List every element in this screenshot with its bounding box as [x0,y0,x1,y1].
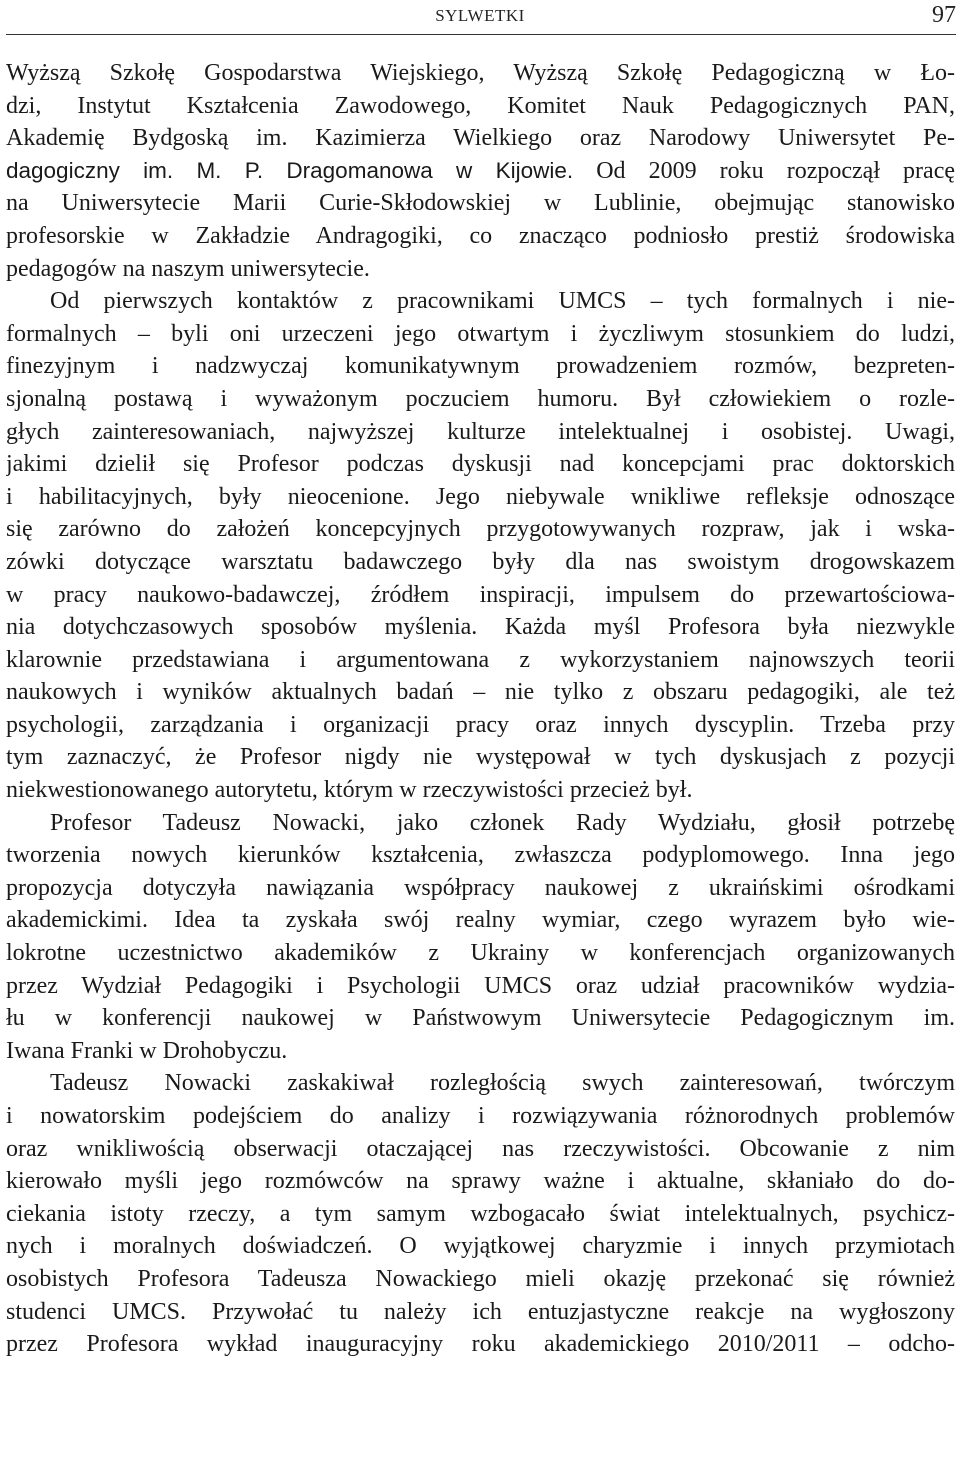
text-line: Akademię Bydgoską im. Kazimierza Wielkiego oraz Narodowy Uniwersytet Pe- [6,125,955,152]
text-line: w pracy naukowo-badawczej, źródłem inspiracji, impulsem do przewartościowa- [6,581,955,608]
text-line: Od pierwszych kontaktów z pracownikami UMCS – tych formalnych i nie- [50,288,955,315]
text-line: osobistych Profesora Tadeusza Nowackiego mieli okazję przekonać się również [6,1265,955,1292]
text-line: profesorskie w Zakładzie Andragogiki, co znacząco podniosło prestiż środowiska [6,222,955,249]
page-header [0,0,960,34]
text-line: psychologii, zarządzania i organizacji pracy oraz innych dyscyplin. Trzeba przy [6,711,955,738]
text-line: tworzenia nowych kierunków kształcenia, zwłaszcza podyplomowego. Inna jego [6,842,955,869]
text-line: propozycja dotyczyła nawiązania współpracy naukowej z ukraińskimi ośrodkami [6,874,955,901]
text-line: zówki dotyczące warsztatu badawczego były dla nas swoistym drogowskazem [6,548,955,575]
text-line: oraz wnikliwością obserwacji otaczającej nas rzeczywistości. Obcowanie z nim [6,1135,955,1162]
body-text [6,57,955,1361]
text-line: nych i moralnych doświadczeń. O wyjątkowej charyzmie i innych przymiotach [6,1233,955,1260]
text-line: głych zainteresowaniach, najwyższej kulturze intelektualnej i osobistej. Uwagi, [6,418,955,445]
text-line: łu w konferencji naukowej w Państwowym Uniwersytecie Pedagogicznym im. [6,1005,955,1032]
text-span-serif: Od 2009 roku rozpoczął pracę [573,157,955,184]
text-line: kierowało myśli jego rozmówców na sprawy ważne i aktualne, skłaniało do do- [6,1168,955,1195]
text-line: Profesor Tadeusz Nowacki, jako członek Rady Wydziału, głosił potrzebę [50,809,955,836]
text-line: przez Profesora wykład inauguracyjny roku akademickiego 2010/2011 – odcho- [6,1331,955,1358]
text-line: Tadeusz Nowacki zaskakiwał rozległością swych zainteresowań, twórczym [50,1070,955,1097]
text-line: i habilitacyjnych, były nieocenione. Jego niebywale wnikliwe refleksje odnoszące [6,483,955,510]
text-line: się zarówno do założeń koncepcyjnych przygotowywanych rozpraw, jak i wska- [6,516,955,543]
text-line: studenci UMCS. Przywołać tu należy ich entuzjastyczne reakcje na wygłoszony [6,1298,955,1325]
text-line: naukowych i wyników aktualnych badań – nie tylko z obszaru pedagogiki, ale też [6,679,955,706]
text-line: przez Wydział Pedagogiki i Psychologii UMCS oraz udział pracowników wydzia- [6,972,955,999]
text-line: Iwana Franki w Drohobyczu. [6,1037,288,1064]
text-line: finezyjnym i nadzwyczaj komunikatywnym prowadzeniem rozmów, bezpreten- [6,353,955,380]
text-line: klarownie przedstawiana i argumentowana z wykorzystaniem najnowszych teorii [6,646,955,673]
text-line: pedagogów na naszym uniwersytecie. [6,255,370,282]
text-line: na Uniwersytecie Marii Curie-Skłodowskiej w Lublinie, obejmując stanowisko [6,190,955,217]
text-line: sjonalną postawą i wyważonym poczuciem humoru. Był człowiekiem o rozle- [6,385,955,412]
text-line: Wyższą Szkołę Gospodarstwa Wiejskiego, Wyższą Szkołę Pedagogiczną w Ło- [6,60,955,86]
page-number: 97 [932,2,956,28]
text-line: dzi, Instytut Kształcenia Zawodowego, Komitet Nauk Pedagogicznych PAN, [6,92,955,119]
text-span-sans: dagogiczny im. M. P. Dragomanowa w Kijowie. [6,157,574,183]
running-head: SYLWETKI [435,6,525,25]
text-line: nia dotychczasowych sposobów myślenia. Każda myśl Profesora była niezwykle [6,614,955,641]
text-line: akademickimi. Idea ta zyskała swój realny wymiar, czego wyrazem było wie- [6,907,955,934]
text-line: lokrotne uczestnictwo akademików z Ukrainy w konferencjach organizowanych [6,940,955,967]
header-rule [6,34,956,35]
text-line: ciekania istoty rzeczy, a tym samym wzbogacało świat intelektualnych, psychicz- [6,1200,955,1227]
text-line: niekwestionowanego autorytetu, którym w rzeczywistości przecież był. [6,777,693,804]
text-line: formalnych – byli oni urzeczeni jego otwartym i życzliwym stosunkiem do ludzi, [6,320,955,347]
text-line: i nowatorskim podejściem do analizy i rozwiązywania różnorodnych problemów [6,1103,955,1129]
text-line-mixed [6,155,955,188]
text-line: jakimi dzielił się Profesor podczas dyskusji nad koncepcjami prac doktorskich [6,451,955,478]
text-line: tym zaznaczyć, że Profesor nigdy nie występował w tych dyskusjach z pozycji [6,744,955,771]
